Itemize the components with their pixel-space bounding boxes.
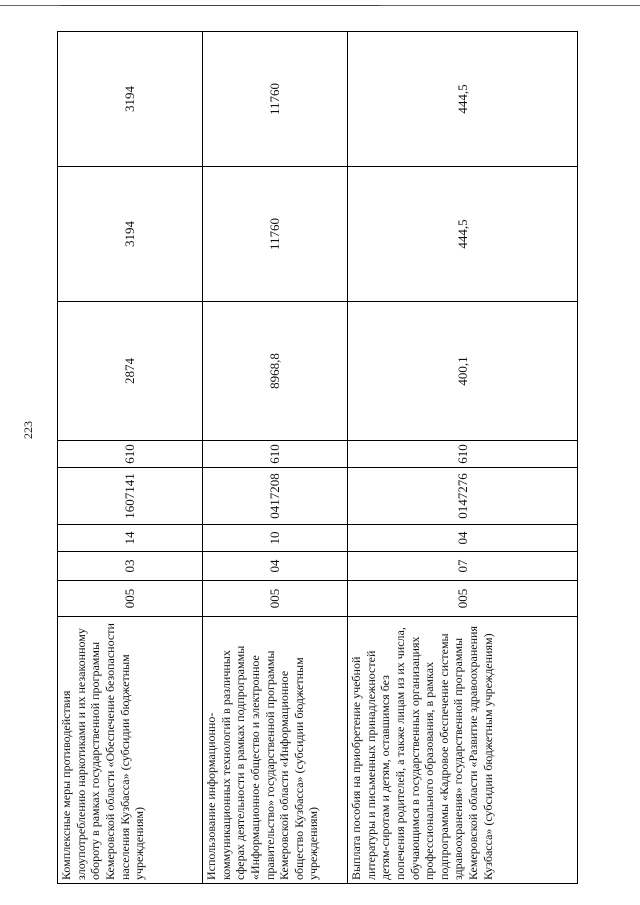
table-row [348,32,578,884]
page-number: 223 [21,421,35,439]
row-description: Выплата пособия на приобретение учебной литературы и письменных принадлежностей детям-сиротам и детям, оставшимся без попечения родителей, а также лицам из их числа, обучающимся в государственных организациях профессионального образования, в рамках подпрограммы «Кадровое обеспечение системы здравоохранения» государственной программы Кемеровской области «Развитие здравоохранения Кузбасса» (субсидии бюджетным учреждениям) [348,617,578,884]
amount-year-1: 2874 [58,302,203,441]
subsection-code: 10 [203,525,348,552]
table-row [58,32,203,884]
amount-year-2: 3194 [58,167,203,302]
amount-year-1: 400,1 [348,302,578,441]
target-article-code: 0417208 [203,468,348,525]
section-code: 07 [348,552,578,581]
expense-type-code: 610 [203,441,348,468]
amount-year-3: 444,5 [348,32,578,167]
budget-table-container [57,32,577,884]
expense-type-code: 610 [348,441,578,468]
ministry-code: 005 [203,581,348,617]
table-row [203,32,348,884]
amount-year-3: 11760 [203,32,348,167]
amount-year-2: 11760 [203,167,348,302]
subsection-code: 04 [348,525,578,552]
row-description: Использование информационно-коммуникационных технологий в различных сферах деятельности в рамках подпрограммы «Информационное общество и электронное правительство» государственной программы Кемеровской области «Информационное общество Кузбасса» (субсидии бюджетным учреждениям) [203,617,348,884]
target-article-code: 1607141 [58,468,203,525]
subsection-code: 14 [58,525,203,552]
amount-year-3: 3194 [58,32,203,167]
amount-year-1: 8968,8 [203,302,348,441]
expense-type-code: 610 [58,441,203,468]
section-code: 03 [58,552,203,581]
budget-table [57,31,578,884]
ministry-code: 005 [58,581,203,617]
row-description: Комплексные меры противодействия злоупотреблению наркотиками и их незаконному обороту в рамках государственной программы Кемеровской области «Обеспечение безопасности населения Кузбасса» (субсидии бюджетным учреждениям) [58,617,203,884]
ministry-code: 005 [348,581,578,617]
target-article-code: 0147276 [348,468,578,525]
amount-year-2: 444,5 [348,167,578,302]
rotated-table-frame [57,32,577,884]
top-rule-short [60,5,380,6]
section-code: 04 [203,552,348,581]
